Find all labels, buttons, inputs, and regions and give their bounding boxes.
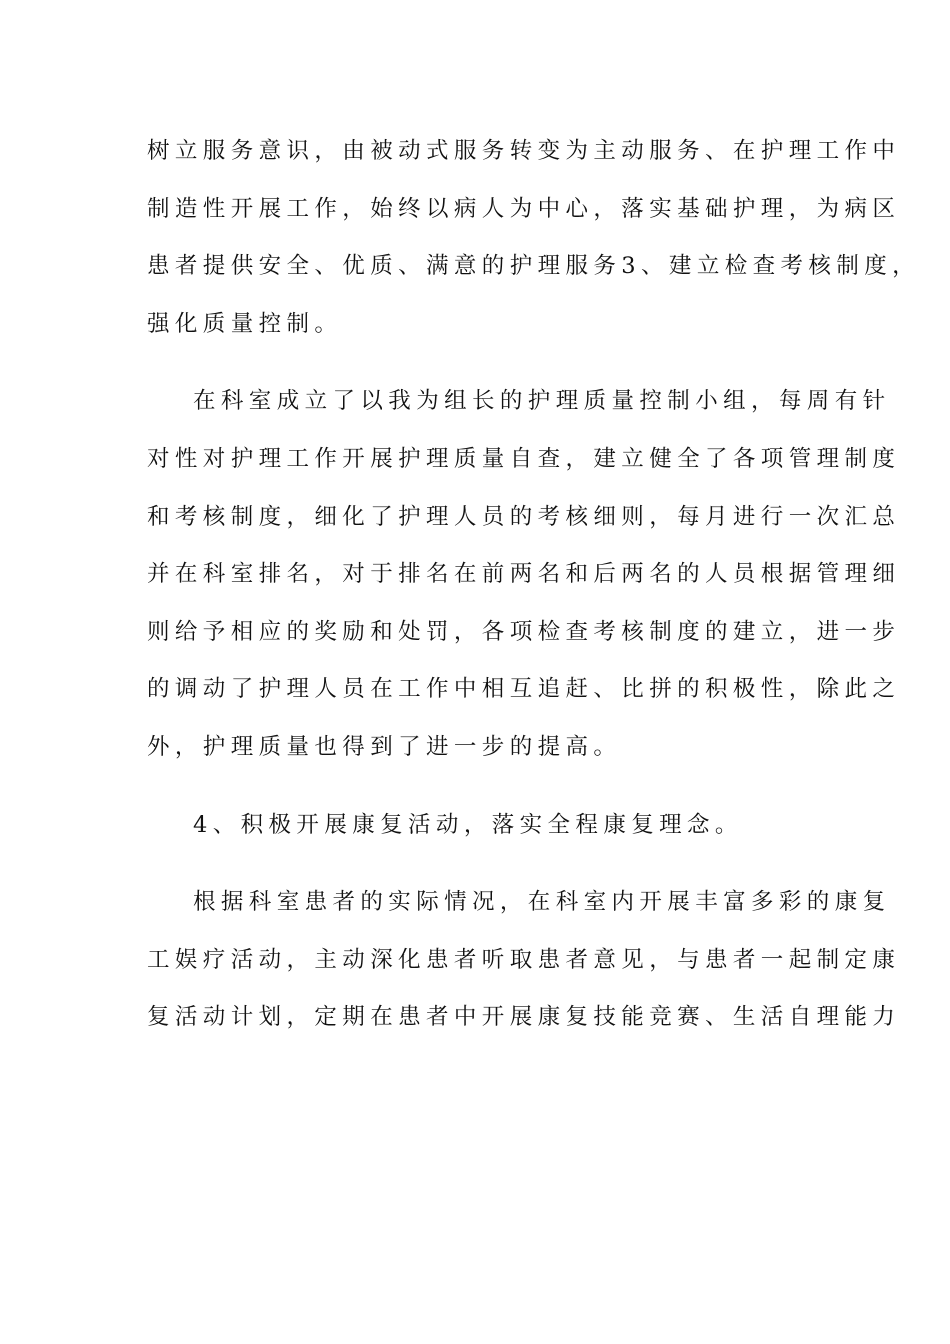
paragraph-quality-control (147, 373, 901, 776)
text-line: 对性对护理工作开展护理质量自查，建立健全了各项管理制度 (147, 445, 901, 472)
text-line: 患者提供安全、优质、满意的护理服务3、建立检查考核制度， (147, 253, 921, 280)
text-line: 并在科室排名，对于排名在前两名和后两名的人员根据管理细 (147, 561, 901, 588)
text-line: 4、积极开展康复活动，落实全程康复理念。 (193, 811, 743, 838)
text-line: 工娱疗活动，主动深化患者听取患者意见，与患者一起制定康 (147, 946, 901, 973)
text-line: 外，护理质量也得到了进一步的提高。 (147, 733, 622, 760)
text-line: 制造性开展工作，始终以病人为中心，落实基础护理，为病区 (147, 195, 901, 222)
paragraph-rehabilitation-activities (147, 874, 901, 1047)
text-line: 和考核制度，细化了护理人员的考核细则，每月进行一次汇总 (147, 503, 901, 530)
paragraph-service-awareness (147, 123, 921, 353)
text-line: 则给予相应的奖励和处罚，各项检查考核制度的建立，进一步 (147, 618, 901, 645)
text-line: 的调动了护理人员在工作中相互追赶、比拼的积极性，除此之 (147, 676, 901, 703)
text-line: 根据科室患者的实际情况，在科室内开展丰富多彩的康复 (193, 889, 891, 916)
text-line: 强化质量控制。 (147, 310, 343, 337)
text-line: 复活动计划，定期在患者中开展康复技能竞赛、生活自理能力 (147, 1004, 901, 1031)
text-line: 在科室成立了以我为组长的护理质量控制小组，每周有针 (193, 388, 891, 415)
paragraph-spacer (147, 854, 803, 874)
paragraph-spacer (147, 777, 803, 797)
paragraph-spacer (147, 353, 803, 373)
document-body (147, 123, 921, 1047)
section-heading-rehabilitation (147, 797, 803, 855)
text-line: 树立服务意识，由被动式服务转变为主动服务、在护理工作中 (147, 138, 901, 164)
